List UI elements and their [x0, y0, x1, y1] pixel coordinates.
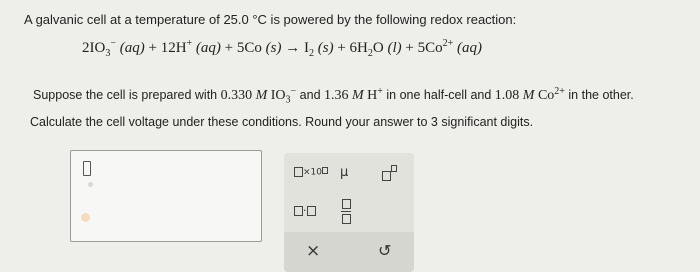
box-icon — [294, 206, 303, 216]
times-ten-label: ×10 — [303, 167, 322, 178]
numerator-box-icon — [342, 199, 351, 209]
clear-button[interactable]: × — [306, 241, 321, 261]
toolbar-footer — [284, 232, 414, 272]
redox-reaction-equation: $2IO_3^-$ (aq) + 12H+ (aq) + 5Co $(s) \to I_2$ $(s) + 6H_2O$ $(l) + 5Co^{2+}$ (aq) — [82, 38, 483, 59]
box-icon — [382, 171, 391, 181]
answer-cursor — [83, 161, 91, 176]
question-intro: A galvanic cell at a temperature of 25.0 °C is powered by the following redox reaction: — [24, 12, 517, 27]
dot-label: · — [303, 204, 307, 217]
exponent-box-icon — [322, 167, 328, 174]
answer-input[interactable] — [70, 150, 262, 242]
box-icon — [294, 167, 303, 177]
fraction-button[interactable] — [341, 199, 351, 224]
decoration-dot — [81, 213, 90, 222]
math-toolbar — [284, 153, 414, 272]
scientific-notation-button[interactable] — [294, 167, 328, 178]
denominator-box-icon — [342, 214, 351, 224]
fraction-bar-icon — [341, 211, 351, 212]
calculate-instruction: Calculate the cell voltage under these conditions. Round your answer to 3 significant digits. — [30, 115, 534, 129]
superscript-button[interactable] — [382, 165, 397, 184]
decoration-dot — [88, 182, 93, 187]
undo-button[interactable]: ↺ — [378, 241, 392, 260]
box-icon — [307, 206, 316, 216]
micro-unit-button[interactable]: μ — [340, 165, 349, 180]
multiply-dot-button[interactable] — [294, 204, 316, 217]
superscript-box-icon — [391, 165, 397, 172]
cell-conditions-text: Suppose the cell is prepared with 0.330 M $IO_3^-$ and 1.36 M H+ in one half-cell and 1.08 M $Co^{2+}$ in the other. — [33, 85, 634, 106]
